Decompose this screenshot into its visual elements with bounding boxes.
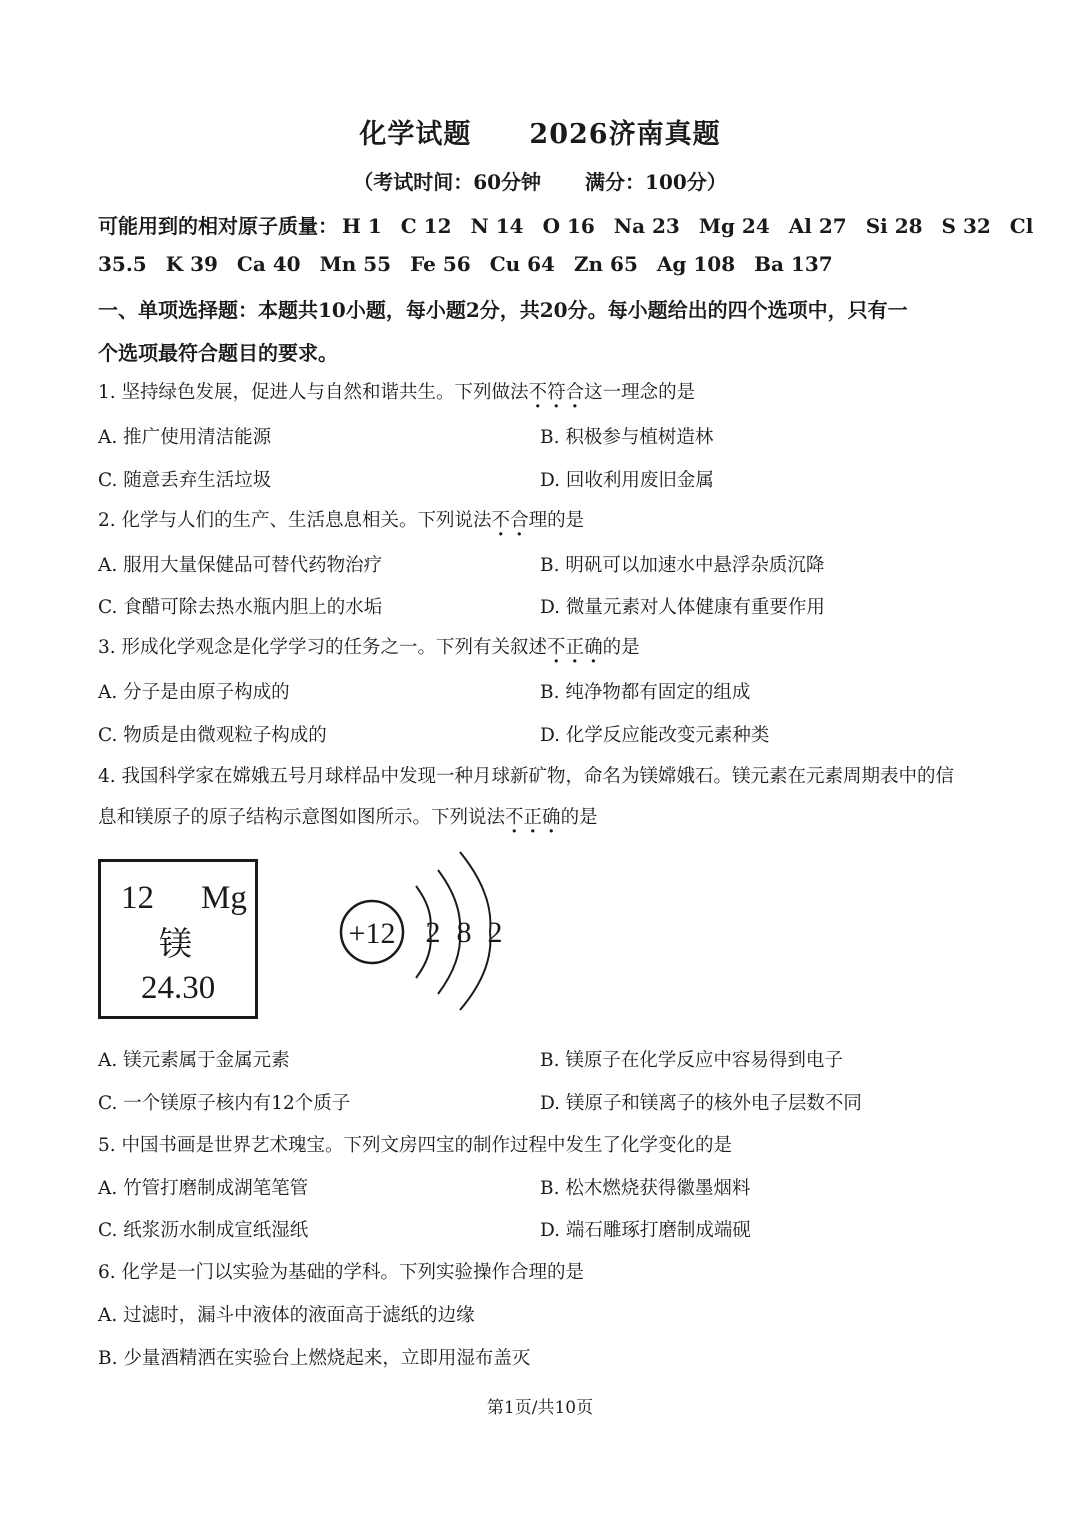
- element-name: 镁: [159, 927, 192, 963]
- atomic-mass-line-2: [98, 252, 852, 276]
- mass-item: N 14: [470, 214, 524, 238]
- emphasis-char: 符: [547, 382, 566, 403]
- question-2-stem: [98, 506, 584, 532]
- emphasis-char: 合: [565, 382, 585, 403]
- question-4-option-b: B. 镁原子在化学反应中容易得到电子: [540, 1050, 843, 1071]
- question-3-option-a: A. 分子是由原子构成的: [98, 682, 290, 703]
- stem-text: 理的是: [528, 510, 585, 531]
- shell-3-electrons: 2: [487, 916, 503, 949]
- emphasis-char: 确: [584, 637, 603, 658]
- question-3-option-b: B. 纯净物都有固定的组成: [540, 682, 751, 703]
- emphasis-char: 不: [491, 510, 511, 531]
- mass-item: Al 27: [788, 214, 847, 238]
- exam-time: （考试时间：60分钟: [353, 170, 542, 194]
- full-score: 满分：100分）: [585, 170, 727, 194]
- shell-2-electrons: 8: [456, 916, 472, 949]
- mass-item: Mg 24: [698, 214, 770, 238]
- atomic-mass-label: 可能用到的相对原子质量：: [98, 214, 338, 238]
- nucleus-charge: +12: [348, 917, 396, 950]
- question-4-option-a: A. 镁元素属于金属元素: [98, 1050, 290, 1071]
- mass-item: Mn 55: [319, 252, 392, 276]
- question-2-option-b: B. 明矾可以加速水中悬浮杂质沉降: [540, 555, 825, 576]
- question-4-stem-line-2: [98, 803, 598, 829]
- question-1-option-a: A. 推广使用清洁能源: [98, 427, 272, 448]
- question-5-option-c: C. 纸浆沥水制成宣纸湿纸: [98, 1220, 309, 1241]
- page-number: 第1页/共10页: [486, 1398, 594, 1418]
- stem-text: 的是: [602, 637, 640, 658]
- question-6-option-a: A. 过滤时，漏斗中液体的液面高于滤纸的边缘: [98, 1305, 475, 1326]
- stem-text: 的是: [560, 807, 598, 828]
- question-5-stem: 5. 中国书画是世界艺术瑰宝。下列文房四宝的制作过程中发生了化学变化的是: [98, 1135, 733, 1156]
- question-2-option-a: A. 服用大量保健品可替代药物治疗: [98, 555, 383, 576]
- question-3-option-d: D. 化学反应能改变元素种类: [540, 725, 770, 746]
- emphasis-char: 不: [505, 807, 524, 828]
- question-3-option-c: C. 物质是由微观粒子构成的: [98, 725, 327, 746]
- question-4-option-c: C. 一个镁原子核内有12个质子: [98, 1093, 351, 1114]
- page-title: [0, 112, 1080, 151]
- mass-item: S 32: [941, 214, 991, 238]
- mass-item: Na 23: [613, 214, 680, 238]
- question-3-stem: [98, 633, 640, 659]
- mass-item: Fe 56: [410, 252, 471, 276]
- emphasis-char: 合: [510, 510, 529, 531]
- atomic-mass: 24.30: [141, 970, 216, 1006]
- title-main: 化学试题: [359, 119, 472, 150]
- exam-info: [0, 166, 1080, 195]
- mass-item: Si 28: [865, 214, 923, 238]
- question-6-option-b: B. 少量酒精洒在实验台上燃烧起来，立即用湿布盖灭: [98, 1348, 531, 1369]
- question-1-stem: [98, 378, 695, 404]
- question-1-option-b: B. 积极参与植树造林: [540, 427, 714, 448]
- mass-item: Ca 40: [236, 252, 301, 276]
- mass-item: 35.5: [98, 252, 147, 276]
- mass-item: Cu 64: [489, 252, 555, 276]
- question-1-option-d: D. 回收利用废旧金属: [540, 470, 714, 491]
- mass-item: K 39: [165, 252, 218, 276]
- stem-text: 3. 形成化学观念是化学学习的任务之一。下列有关叙述: [98, 637, 548, 658]
- stem-text: 2. 化学与人们的生产、生活息息相关。下列说法: [98, 510, 492, 531]
- stem-text: 息和镁原子的原子结构示意图如图所示。下列说法: [98, 807, 506, 828]
- mass-item: O 16: [542, 214, 595, 238]
- stem-text: 这一理念的是: [584, 382, 696, 403]
- question-5-option-d: D. 端石雕琢打磨制成端砚: [540, 1220, 751, 1241]
- emphasis-char: 正: [523, 807, 543, 828]
- question-4-option-d: D. 镁原子和镁离子的核外电子层数不同: [540, 1093, 862, 1114]
- question-5-option-b: B. 松木燃烧获得徽墨烟料: [540, 1178, 751, 1199]
- question-4-stem-line-1: 4. 我国科学家在嫦娥五号月球样品中发现一种月球新矿物，命名为镁嫦娥石。镁元素在元素周期表中的信: [98, 766, 955, 787]
- question-2-option-c: C. 食醋可除去热水瓶内胆上的水垢: [98, 597, 383, 618]
- mass-item: Cl: [1009, 214, 1034, 238]
- stem-text: 1. 坚持绿色发展，促进人与自然和谐共生。下列做法: [98, 382, 529, 403]
- mass-item: Ag 108: [656, 252, 736, 276]
- shell-1-electrons: 2: [425, 916, 441, 949]
- title-right: 2026济南真题: [529, 119, 721, 150]
- emphasis-char: 正: [565, 637, 585, 658]
- element-symbol: Mg: [201, 880, 247, 916]
- periodic-table-cell: [98, 859, 258, 1019]
- section-heading-line-1: 一、单项选择题：本题共10小题，每小题2分，共20分。每小题给出的四个选项中，只有一: [98, 298, 908, 322]
- question-2-option-d: D. 微量元素对人体健康有重要作用: [540, 597, 825, 618]
- section-heading-line-2: 个选项最符合题目的要求。: [98, 341, 338, 365]
- question-6-stem: 6. 化学是一门以实验为基础的学科。下列实验操作合理的是: [98, 1262, 585, 1283]
- mass-item: H 1: [342, 214, 382, 238]
- emphasis-char: 不: [547, 637, 566, 658]
- mass-item: Zn 65: [573, 252, 638, 276]
- mass-item: Ba 137: [754, 252, 833, 276]
- atomic-mass-line-1: [98, 210, 1052, 239]
- question-5-option-a: A. 竹管打磨制成湖笔笔管: [98, 1178, 309, 1199]
- atom-structure-diagram: [330, 840, 530, 1020]
- mass-item: C 12: [400, 214, 452, 238]
- emphasis-char: 不: [528, 382, 548, 403]
- atomic-number: 12: [121, 880, 154, 916]
- question-1-option-c: C. 随意丢弃生活垃圾: [98, 470, 272, 491]
- emphasis-char: 确: [542, 807, 561, 828]
